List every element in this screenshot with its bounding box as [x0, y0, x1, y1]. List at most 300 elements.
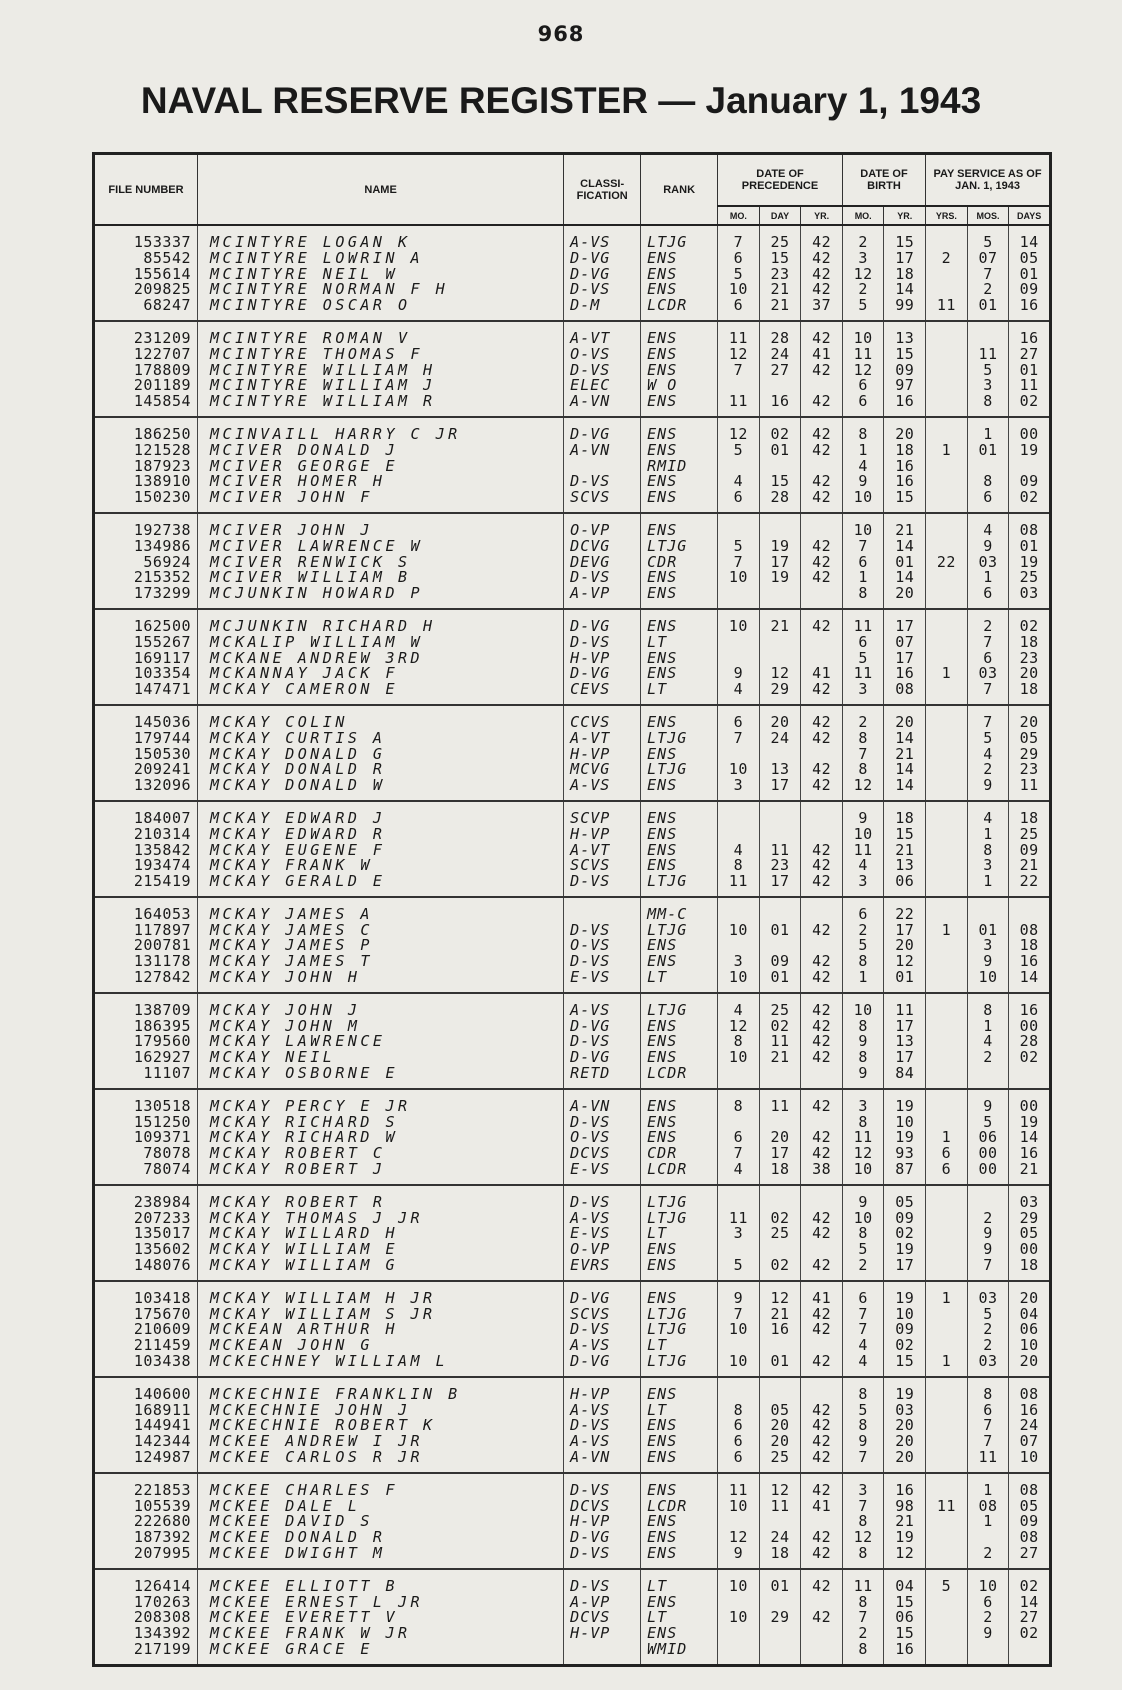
- entry-value: 135602: [133, 1240, 192, 1259]
- entry-value: MCKAY RICHARD W: [210, 1128, 398, 1147]
- entry-value: MCIVER JOHN F: [210, 488, 373, 507]
- birth-month-cell: [842, 705, 884, 801]
- entry-value: D-VG: [570, 264, 611, 283]
- entry-value: 19: [895, 1384, 915, 1403]
- entry-value: 15: [895, 344, 915, 363]
- file-number-cell: [94, 609, 198, 705]
- record-group: [94, 1569, 1051, 1665]
- file-number-cell: [94, 1089, 198, 1185]
- entry-value: 24: [770, 344, 790, 363]
- entry-value: 05: [1019, 728, 1039, 747]
- entry-value: 8: [983, 840, 993, 859]
- entry-value: ENS: [647, 1384, 678, 1403]
- entry-value: LTJG: [647, 1000, 688, 1019]
- entry-value: 215419: [133, 872, 192, 891]
- entry-value: ENS: [647, 616, 678, 635]
- entry-value: MCKAY CURTIS A: [210, 728, 386, 747]
- entry-value: H-VP: [570, 648, 611, 667]
- entry-value: [760, 586, 801, 602]
- entry-value: 02: [895, 1224, 915, 1243]
- precedence-year-cell: [801, 417, 843, 513]
- entry-value: 5: [858, 1240, 868, 1259]
- pay-months-cell: [967, 1569, 1009, 1665]
- entry-value: 18: [1019, 936, 1039, 955]
- entry-value: A-VS: [570, 1000, 611, 1019]
- entry-value: 16: [1019, 296, 1039, 315]
- entry-value: 16: [895, 1639, 915, 1658]
- entry-value: 13: [895, 856, 915, 875]
- entry-value: 42: [812, 1528, 832, 1547]
- entry-value: E-VS: [570, 1160, 611, 1179]
- pay-years-cell: [926, 1281, 968, 1377]
- entry-value: 17: [770, 872, 790, 891]
- entry-value: 05: [770, 1400, 790, 1419]
- birth-year-cell: [884, 897, 926, 993]
- entry-value: A-VN: [570, 440, 611, 459]
- pay-years-cell: [926, 1377, 968, 1473]
- entry-value: 144941: [133, 1416, 192, 1435]
- entry-value: ELEC: [570, 376, 611, 395]
- entry-value: 10: [728, 616, 748, 635]
- file-number-cell: [94, 417, 198, 513]
- precedence-day-cell: [759, 1281, 801, 1377]
- entry-value: MCKEE GRACE E: [210, 1639, 373, 1658]
- entry-value: 117897: [133, 920, 192, 939]
- entry-value: 5: [858, 1400, 868, 1419]
- entry-value: 8: [983, 392, 993, 411]
- entry-value: LTJG: [647, 920, 688, 939]
- entry-value: 6: [941, 1160, 952, 1179]
- entry-value: ENS: [647, 648, 678, 667]
- entry-value: SCVP: [570, 808, 611, 827]
- rank-cell: [641, 1281, 718, 1377]
- entry-value: 15: [895, 488, 915, 507]
- entry-value: [926, 1066, 967, 1082]
- entry-value: 02: [770, 1016, 790, 1035]
- entry-value: [926, 1211, 967, 1227]
- rank-cell: [641, 321, 718, 417]
- entry-value: ENS: [647, 1128, 678, 1147]
- entry-value: ENS: [647, 328, 678, 347]
- entry-value: [760, 1626, 801, 1642]
- entry-value: LTJG: [647, 233, 688, 251]
- header-classification: CLASSI- FICATION: [564, 154, 641, 226]
- entry-value: 6: [983, 584, 993, 603]
- entry-value: 41: [812, 1496, 832, 1515]
- entry-value: MCKECHNEY WILLIAM L: [210, 1352, 449, 1371]
- entry-value: 02: [770, 1208, 790, 1227]
- pay-days-cell: [1009, 1281, 1051, 1377]
- precedence-year-cell: [801, 225, 843, 321]
- entry-value: [926, 635, 967, 651]
- entry-value: [760, 1066, 801, 1082]
- entry-value: 05: [1019, 248, 1039, 267]
- entry-value: D-VG: [570, 616, 611, 635]
- entry-value: [926, 827, 967, 843]
- entry-value: H-VP: [570, 1512, 611, 1531]
- entry-value: 27: [1019, 1608, 1039, 1627]
- entry-value: 186250: [133, 424, 192, 443]
- entry-value: [926, 811, 967, 827]
- entry-value: 192738: [133, 520, 192, 539]
- entry-value: ENS: [647, 1480, 678, 1499]
- entry-value: ENS: [647, 424, 678, 443]
- entry-value: 25: [770, 1000, 790, 1019]
- entry-value: MCKAY FRANK W: [210, 856, 373, 875]
- entry-value: 42: [812, 728, 832, 747]
- entry-value: 3: [858, 872, 868, 891]
- entry-value: 7: [983, 632, 993, 651]
- entry-value: 16: [895, 664, 915, 683]
- entry-value: 19: [895, 1128, 915, 1147]
- entry-value: 6: [858, 392, 868, 411]
- entry-value: 200781: [133, 936, 192, 955]
- precedence-day-cell: [759, 1185, 801, 1281]
- entry-value: 01: [978, 920, 998, 939]
- entry-value: 103438: [133, 1352, 192, 1371]
- entry-value: 150230: [133, 488, 192, 507]
- entry-value: 09: [1019, 472, 1039, 491]
- entry-value: 27: [770, 360, 790, 379]
- entry-value: [926, 1322, 967, 1338]
- entry-value: 01: [978, 440, 998, 459]
- birth-month-cell: [842, 801, 884, 897]
- entry-value: 20: [895, 1416, 915, 1435]
- entry-value: 20: [1019, 1352, 1039, 1371]
- file-number-cell: [94, 1185, 198, 1281]
- entry-value: 11: [728, 392, 748, 411]
- entry-value: 14: [1019, 233, 1039, 251]
- entry-value: 01: [1019, 536, 1039, 555]
- entry-value: 20: [1019, 1288, 1039, 1307]
- entry-value: ENS: [647, 1416, 678, 1435]
- entry-value: 10: [728, 280, 748, 299]
- entry-value: A-VS: [570, 1208, 611, 1227]
- entry-value: 09: [770, 952, 790, 971]
- entry-value: ENS: [647, 280, 678, 299]
- entry-value: 41: [812, 1288, 832, 1307]
- entry-value: [926, 1530, 967, 1546]
- entry-value: 17: [895, 1048, 915, 1067]
- entry-value: 11: [770, 840, 790, 859]
- entry-value: 6: [858, 552, 868, 571]
- pay-years-cell: [926, 225, 968, 321]
- entry-value: 15: [895, 824, 915, 843]
- entry-value: 145036: [133, 712, 192, 731]
- entry-value: 14: [895, 728, 915, 747]
- precedence-day-cell: [759, 321, 801, 417]
- entry-value: 7: [858, 1320, 868, 1339]
- entry-value: 6: [983, 1592, 993, 1611]
- entry-value: [926, 747, 967, 763]
- entry-value: SCVS: [570, 856, 611, 875]
- precedence-day-cell: [759, 609, 801, 705]
- entry-value: 16: [770, 392, 790, 411]
- entry-value: [926, 378, 967, 394]
- entry-value: D-VS: [570, 472, 611, 491]
- entry-value: [926, 1610, 967, 1626]
- entry-value: [926, 1514, 967, 1530]
- entry-value: 42: [812, 1208, 832, 1227]
- entry-value: 134392: [133, 1624, 192, 1643]
- entry-value: [926, 394, 967, 410]
- entry-value: LCDR: [647, 296, 688, 315]
- entry-value: 42: [812, 1128, 832, 1147]
- entry-value: 07: [1019, 1432, 1039, 1451]
- entry-value: 19: [1019, 552, 1039, 571]
- birth-year-cell: [884, 321, 926, 417]
- entry-value: 17: [895, 616, 915, 635]
- record-group: [94, 225, 1051, 321]
- birth-month-cell: [842, 225, 884, 321]
- entry-value: 05: [1019, 1224, 1039, 1243]
- entry-value: [926, 459, 967, 475]
- classification-cell: [564, 1473, 641, 1569]
- entry-value: 03: [978, 664, 998, 683]
- entry-value: 42: [812, 1480, 832, 1499]
- header-precedence-yr: YR.: [801, 206, 843, 225]
- pay-months-cell: [967, 609, 1009, 705]
- precedence-year-cell: [801, 1089, 843, 1185]
- precedence-year-cell: [801, 1281, 843, 1377]
- entry-value: [926, 1003, 967, 1019]
- entry-value: 42: [812, 360, 832, 379]
- entry-value: 11: [853, 616, 873, 635]
- entry-value: 18: [895, 808, 915, 827]
- rank-cell: [641, 1185, 718, 1281]
- entry-value: 9: [983, 1224, 993, 1243]
- pay-months-cell: [967, 897, 1009, 993]
- entry-value: LTJG: [647, 1320, 688, 1339]
- entry-value: 41: [812, 664, 832, 683]
- entry-value: 23: [1019, 760, 1039, 779]
- entry-value: 16: [895, 392, 915, 411]
- entry-value: ENS: [647, 440, 678, 459]
- entry-value: [926, 1434, 967, 1450]
- entry-value: 17: [895, 920, 915, 939]
- entry-value: 06: [895, 872, 915, 891]
- entry-value: 6: [733, 712, 744, 731]
- entry-value: 18: [1019, 632, 1039, 651]
- entry-value: 210314: [133, 824, 192, 843]
- precedence-year-cell: [801, 1377, 843, 1473]
- entry-value: 01: [1019, 360, 1039, 379]
- entry-value: 42: [812, 1576, 832, 1595]
- entry-value: 8: [858, 1016, 868, 1035]
- entry-value: CEVS: [570, 680, 611, 699]
- entry-value: LT: [647, 680, 668, 699]
- entry-value: 10: [728, 1352, 748, 1371]
- precedence-year-cell: [801, 993, 843, 1089]
- entry-value: MCVG: [570, 760, 611, 779]
- entry-value: 7: [983, 680, 993, 699]
- entry-value: 42: [812, 1352, 832, 1371]
- entry-value: 15: [895, 1352, 915, 1371]
- entry-value: [718, 811, 759, 827]
- entry-value: ENS: [647, 1512, 678, 1531]
- entry-value: 3: [733, 776, 744, 795]
- entry-value: 22: [895, 904, 915, 923]
- entry-value: 21: [895, 840, 915, 859]
- entry-value: [926, 1450, 967, 1466]
- entry-value: [926, 1034, 967, 1050]
- entry-value: 142344: [133, 1432, 192, 1451]
- entry-value: 11: [853, 1128, 873, 1147]
- precedence-day-cell: [759, 801, 801, 897]
- entry-value: 42: [812, 1032, 832, 1051]
- entry-value: 19: [895, 1528, 915, 1547]
- rank-cell: [641, 1377, 718, 1473]
- file-number-cell: [94, 1473, 198, 1569]
- entry-value: 7: [983, 1416, 993, 1435]
- entry-value: 20: [770, 1128, 790, 1147]
- name-cell: [198, 1377, 564, 1473]
- header-pay-days: DAYS: [1009, 206, 1051, 225]
- entry-value: SCVS: [570, 488, 611, 507]
- entry-value: [926, 874, 967, 890]
- entry-value: MCKAY WILLIAM E: [210, 1240, 398, 1259]
- entry-value: 25: [770, 1448, 790, 1466]
- rank-cell: [641, 897, 718, 993]
- entry-value: 11: [936, 1496, 956, 1515]
- entry-value: D-VS: [570, 360, 611, 379]
- entry-value: MCKECHNIE ROBERT K: [210, 1416, 436, 1435]
- entry-value: 42: [812, 440, 832, 459]
- file-number-cell: [94, 1569, 198, 1665]
- entry-value: ENS: [647, 776, 678, 795]
- entry-value: 6: [983, 488, 993, 507]
- entry-value: D-VS: [570, 1192, 611, 1211]
- entry-value: 21: [770, 296, 790, 315]
- pay-years-cell: [926, 801, 968, 897]
- record-group: [94, 609, 1051, 705]
- entry-value: 13: [895, 1032, 915, 1051]
- header-birth-yr: YR.: [884, 206, 926, 225]
- entry-value: A-VP: [570, 584, 611, 603]
- entry-value: 4: [983, 1032, 993, 1051]
- entry-value: 02: [895, 1336, 915, 1355]
- entry-value: 08: [978, 1496, 998, 1515]
- file-number-cell: [94, 705, 198, 801]
- entry-value: ENS: [647, 1048, 678, 1067]
- entry-value: 6: [733, 1448, 744, 1466]
- entry-value: [926, 1546, 967, 1562]
- entry-value: 13: [895, 328, 915, 347]
- entry-value: 3: [733, 1224, 744, 1243]
- entry-value: 29: [770, 1608, 790, 1627]
- entry-value: ENS: [647, 712, 678, 731]
- entry-value: 28: [770, 488, 790, 507]
- entry-value: DCVG: [570, 536, 611, 555]
- entry-value: 209241: [133, 760, 192, 779]
- entry-value: 42: [812, 280, 832, 299]
- entry-value: 122707: [133, 344, 192, 363]
- name-cell: [198, 1473, 564, 1569]
- entry-value: 21: [895, 1512, 915, 1531]
- file-number-cell: [94, 225, 198, 321]
- entry-value: 3: [983, 376, 993, 395]
- entry-value: MCKEE CHARLES F: [210, 1480, 398, 1499]
- entry-value: 8: [983, 1000, 993, 1019]
- entry-value: 138910: [133, 472, 192, 491]
- entry-value: 20: [895, 936, 915, 955]
- entry-value: 10: [728, 1048, 748, 1067]
- entry-value: [718, 586, 759, 602]
- entry-value: 10: [728, 1576, 748, 1595]
- entry-value: 6: [733, 488, 744, 507]
- pay-months-cell: [967, 1185, 1009, 1281]
- entry-value: 24: [770, 1528, 790, 1547]
- entry-value: MCINTYRE WILLIAM H: [210, 360, 436, 379]
- birth-month-cell: [842, 609, 884, 705]
- pay-months-cell: [967, 1473, 1009, 1569]
- header-file-number: FILE NUMBER: [94, 154, 198, 226]
- entry-value: 03: [978, 1288, 998, 1307]
- entry-value: MCKALIP WILLIAM W: [210, 632, 424, 651]
- entry-value: 9: [733, 1288, 744, 1307]
- entry-value: 42: [812, 536, 832, 555]
- entry-value: 25: [1019, 568, 1039, 587]
- entry-value: ENS: [647, 360, 678, 379]
- entry-value: 8: [858, 1384, 868, 1403]
- entry-value: 06: [1019, 1320, 1039, 1339]
- pay-years-cell: [926, 417, 968, 513]
- entry-value: 11: [728, 328, 748, 347]
- entry-value: 9: [858, 1192, 868, 1211]
- entry-value: 08: [1019, 1480, 1039, 1499]
- entry-value: 2: [983, 1543, 993, 1562]
- entry-value: 15: [770, 248, 790, 267]
- entry-value: 8: [733, 1096, 744, 1115]
- entry-value: 7: [858, 536, 868, 555]
- entry-value: [926, 762, 967, 778]
- entry-value: 03: [895, 1400, 915, 1419]
- entry-value: 37: [812, 296, 832, 315]
- entry-value: 19: [1019, 1112, 1039, 1131]
- entry-value: MCINTYRE OSCAR O: [210, 296, 411, 315]
- entry-value: 04: [895, 1576, 915, 1595]
- entry-value: [926, 843, 967, 859]
- entry-value: 1: [858, 440, 868, 459]
- entry-value: ENS: [647, 1240, 678, 1259]
- entry-value: 17: [895, 248, 915, 267]
- entry-value: 00: [1019, 1240, 1039, 1259]
- entry-value: A-VN: [570, 1448, 611, 1466]
- entry-value: 2: [983, 1048, 993, 1067]
- file-number-cell: [94, 897, 198, 993]
- entry-value: LT: [647, 1576, 668, 1595]
- entry-value: 05: [895, 1192, 915, 1211]
- entry-value: 4: [858, 856, 868, 875]
- entry-value: 14: [895, 536, 915, 555]
- entry-value: 19: [770, 536, 790, 555]
- entry-value: MCKAY RICHARD S: [210, 1112, 398, 1131]
- classification-cell: [564, 1185, 641, 1281]
- entry-value: [926, 570, 967, 586]
- entry-value: [801, 1626, 842, 1642]
- entry-value: 221853: [133, 1480, 192, 1499]
- header-name: NAME: [198, 154, 564, 226]
- entry-value: 10: [853, 824, 873, 843]
- entry-value: 8: [858, 1639, 868, 1658]
- entry-value: 3: [983, 936, 993, 955]
- birth-year-cell: [884, 225, 926, 321]
- entry-value: A-VS: [570, 776, 611, 795]
- entry-value: 87: [895, 1160, 915, 1179]
- entry-value: 10: [895, 1304, 915, 1323]
- entry-value: ENS: [647, 840, 678, 859]
- entry-value: ENS: [647, 664, 678, 683]
